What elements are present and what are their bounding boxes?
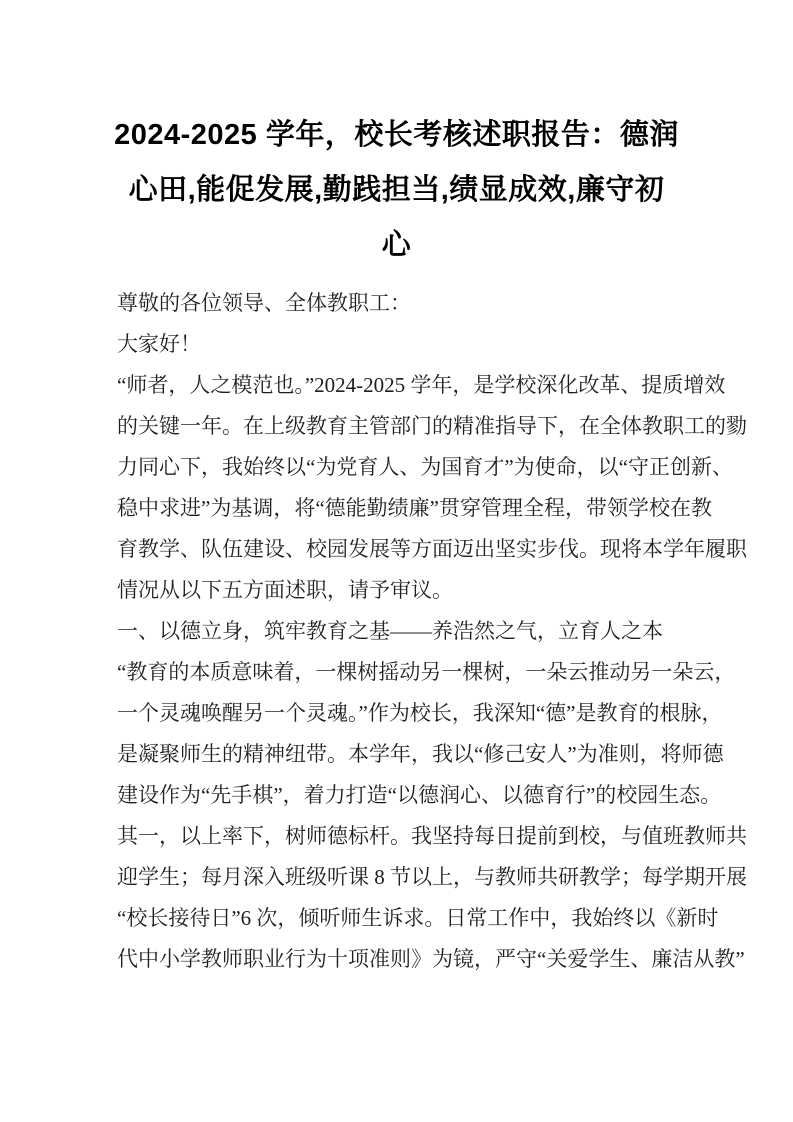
text-line: 一个灵魂唤醒另一个灵魂。”作为校长，我深知“德”是教育的根脉， bbox=[117, 701, 723, 725]
text-line: “师者，人之模范也。”2024-2025 学年，是学校深化改革、提质增效 bbox=[117, 373, 726, 397]
paragraph bbox=[117, 283, 679, 324]
title-line: 心 bbox=[381, 229, 412, 261]
text-line: 尊敬的各位领导、全体教职工： bbox=[117, 291, 411, 315]
text-line: 一、以德立身，筑牢教育之基——养浩然之气，立育人之本 bbox=[117, 619, 663, 643]
text-line: 稳中求进”为基调，将“德能勤绩廉”贯穿管理全程，带领学校在教 bbox=[117, 496, 712, 520]
title-line: 心田,能促发展,勤践担当,绩显成效,廉守初 bbox=[128, 174, 665, 206]
document-title bbox=[60, 108, 733, 273]
paragraph bbox=[117, 365, 747, 611]
title-line: 2024-2025 学年，校长考核述职报告：德润 bbox=[114, 119, 679, 151]
text-line: “教育的本质意味着，一棵树摇动另一棵树，一朵云推动另一朵云， bbox=[117, 660, 736, 684]
text-line: “校长接待日”6 次，倾听师生诉求。日常工作中，我始终以《新时 bbox=[117, 906, 719, 930]
text-line: 迎学生；每月深入班级听课 8 节以上，与教师共研教学；每学期开展 bbox=[117, 865, 747, 889]
text-line: 力同心下，我始终以“为党育人、为国育才”为使命，以“守正创新、 bbox=[117, 455, 733, 479]
document-body bbox=[117, 283, 747, 980]
paragraph bbox=[117, 652, 747, 980]
text-line: 大家好！ bbox=[117, 332, 201, 356]
text-line: 育教学、队伍建设、校园发展等方面迈出坚实步伐。现将本学年履职 bbox=[117, 537, 747, 561]
text-line: 代中小学教师职业行为十项准则》为镜，严守“关爱学生、廉洁从教” bbox=[117, 947, 745, 971]
text-line: 是凝聚师生的精神纽带。本学年，我以“修己安人”为准则，将师德 bbox=[117, 742, 724, 766]
text-line: 其一，以上率下，树师德标杆。我坚持每日提前到校，与值班教师共 bbox=[117, 824, 747, 848]
paragraph bbox=[117, 324, 679, 365]
text-line: 的关键一年。在上级教育主管部门的精准指导下，在全体教职工的勠 bbox=[117, 414, 747, 438]
text-line: 建设作为“先手棋”，着力打造“以德润心、以德育行”的校园生态。 bbox=[117, 783, 722, 807]
section-heading bbox=[117, 611, 679, 652]
text-line: 情况从以下五方面述职，请予审议。 bbox=[117, 578, 453, 602]
